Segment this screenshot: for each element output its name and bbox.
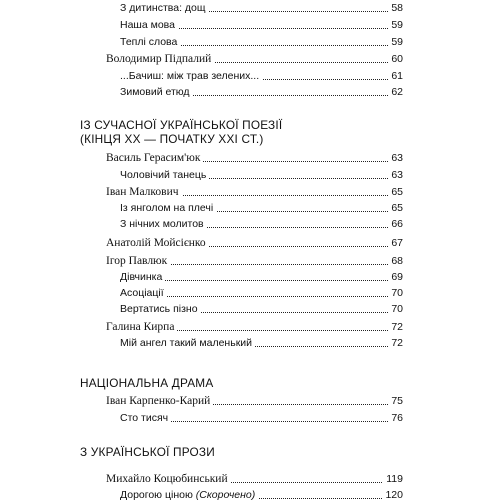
- author-name: Іван Карпенко-Карий: [106, 393, 213, 409]
- page-number: 65: [388, 200, 403, 216]
- toc-entry-work: [0, 34, 500, 50]
- work-title: Наша мова: [120, 17, 178, 33]
- page-number: 75: [388, 393, 403, 409]
- work-title: Зимовий етюд: [120, 84, 193, 100]
- work-title: ...Бачиш: між трав зелених...: [120, 68, 262, 84]
- page-number: 69: [388, 269, 403, 285]
- work-title: З дитинства: дощ: [120, 0, 209, 16]
- page-number: 68: [388, 253, 403, 269]
- page-number: 61: [388, 68, 403, 84]
- page-number: 66: [388, 216, 403, 232]
- toc-entry-work: [0, 335, 500, 351]
- page-number: 65: [388, 184, 403, 200]
- author-name: Ігор Павлюк: [106, 253, 170, 269]
- section-heading: ІЗ СУЧАСНОЇ УКРАЇНСЬКОЇ ПОЕЗІЇ: [80, 118, 283, 132]
- work-title: [120, 487, 258, 503]
- toc-entry-work: [0, 200, 500, 216]
- toc-entry-work: [0, 487, 500, 503]
- work-title: Дівчинка: [120, 269, 165, 285]
- page-number: 60: [388, 51, 403, 67]
- work-title: Мій ангел такий маленький: [120, 335, 255, 351]
- work-title: З нічних молитов: [120, 216, 207, 232]
- toc-entry-author: [0, 253, 500, 269]
- page-number: 58: [388, 0, 403, 16]
- author-name: Анатолій Мойсієнко: [106, 235, 209, 251]
- work-title: Асоціації: [120, 285, 167, 301]
- toc-entry-work: [0, 410, 500, 426]
- work-title: Вертатись пізно: [120, 301, 201, 317]
- page-number: 59: [388, 34, 403, 50]
- section-heading: З УКРАЇНСЬКОЇ ПРОЗИ: [80, 445, 215, 459]
- page-number: 63: [388, 167, 403, 183]
- author-name: Галина Кирпа: [106, 319, 177, 335]
- toc-entry-author: [0, 235, 500, 251]
- author-name: Володимир Підпалий: [106, 51, 214, 67]
- toc-entry-work: [0, 216, 500, 232]
- toc-entry-work: [0, 84, 500, 100]
- toc-entry-author: [0, 471, 500, 487]
- page-number: 72: [388, 319, 403, 335]
- author-name: Василь Герасим'юк: [106, 150, 203, 166]
- work-title: Чоловічий танець: [120, 167, 209, 183]
- author-name: Іван Малкович: [106, 184, 182, 200]
- work-subtitle: (Скорочено): [195, 489, 256, 501]
- page-number: 119: [383, 471, 403, 487]
- section-heading: НАЦІОНАЛЬНА ДРАМА: [80, 376, 214, 390]
- toc-entry-author: [0, 319, 500, 335]
- page-number: 70: [388, 285, 403, 301]
- work-title: Сто тисяч: [120, 410, 171, 426]
- toc-entry-work: [0, 269, 500, 285]
- page-number: 120: [382, 487, 403, 503]
- section-heading: (КІНЦЯ XX — ПОЧАТКУ XXI СТ.): [80, 132, 264, 146]
- page-number: 72: [388, 335, 403, 351]
- author-name: Михайло Коцюбинський: [106, 471, 231, 487]
- work-title: Теплі слова: [120, 34, 180, 50]
- work-title-text: Дорогою ціною: [120, 489, 193, 501]
- toc-entry-work: [0, 0, 500, 16]
- toc-entry-work: [0, 167, 500, 183]
- toc-entry-work: [0, 17, 500, 33]
- page-number: 67: [388, 235, 403, 251]
- page-number: 62: [388, 84, 403, 100]
- toc-entry-author: [0, 150, 500, 166]
- toc-entry-work: [0, 301, 500, 317]
- toc-entry-author: [0, 184, 500, 200]
- page-number: 76: [388, 410, 403, 426]
- toc-entry-author: [0, 51, 500, 67]
- work-title: Із янголом на плечі: [120, 200, 216, 216]
- toc-entry-author: [0, 393, 500, 409]
- page-number: 63: [388, 150, 403, 166]
- toc-entry-work: [0, 68, 500, 84]
- page-number: 70: [388, 301, 403, 317]
- page-number: 59: [388, 17, 403, 33]
- toc-entry-work: [0, 285, 500, 301]
